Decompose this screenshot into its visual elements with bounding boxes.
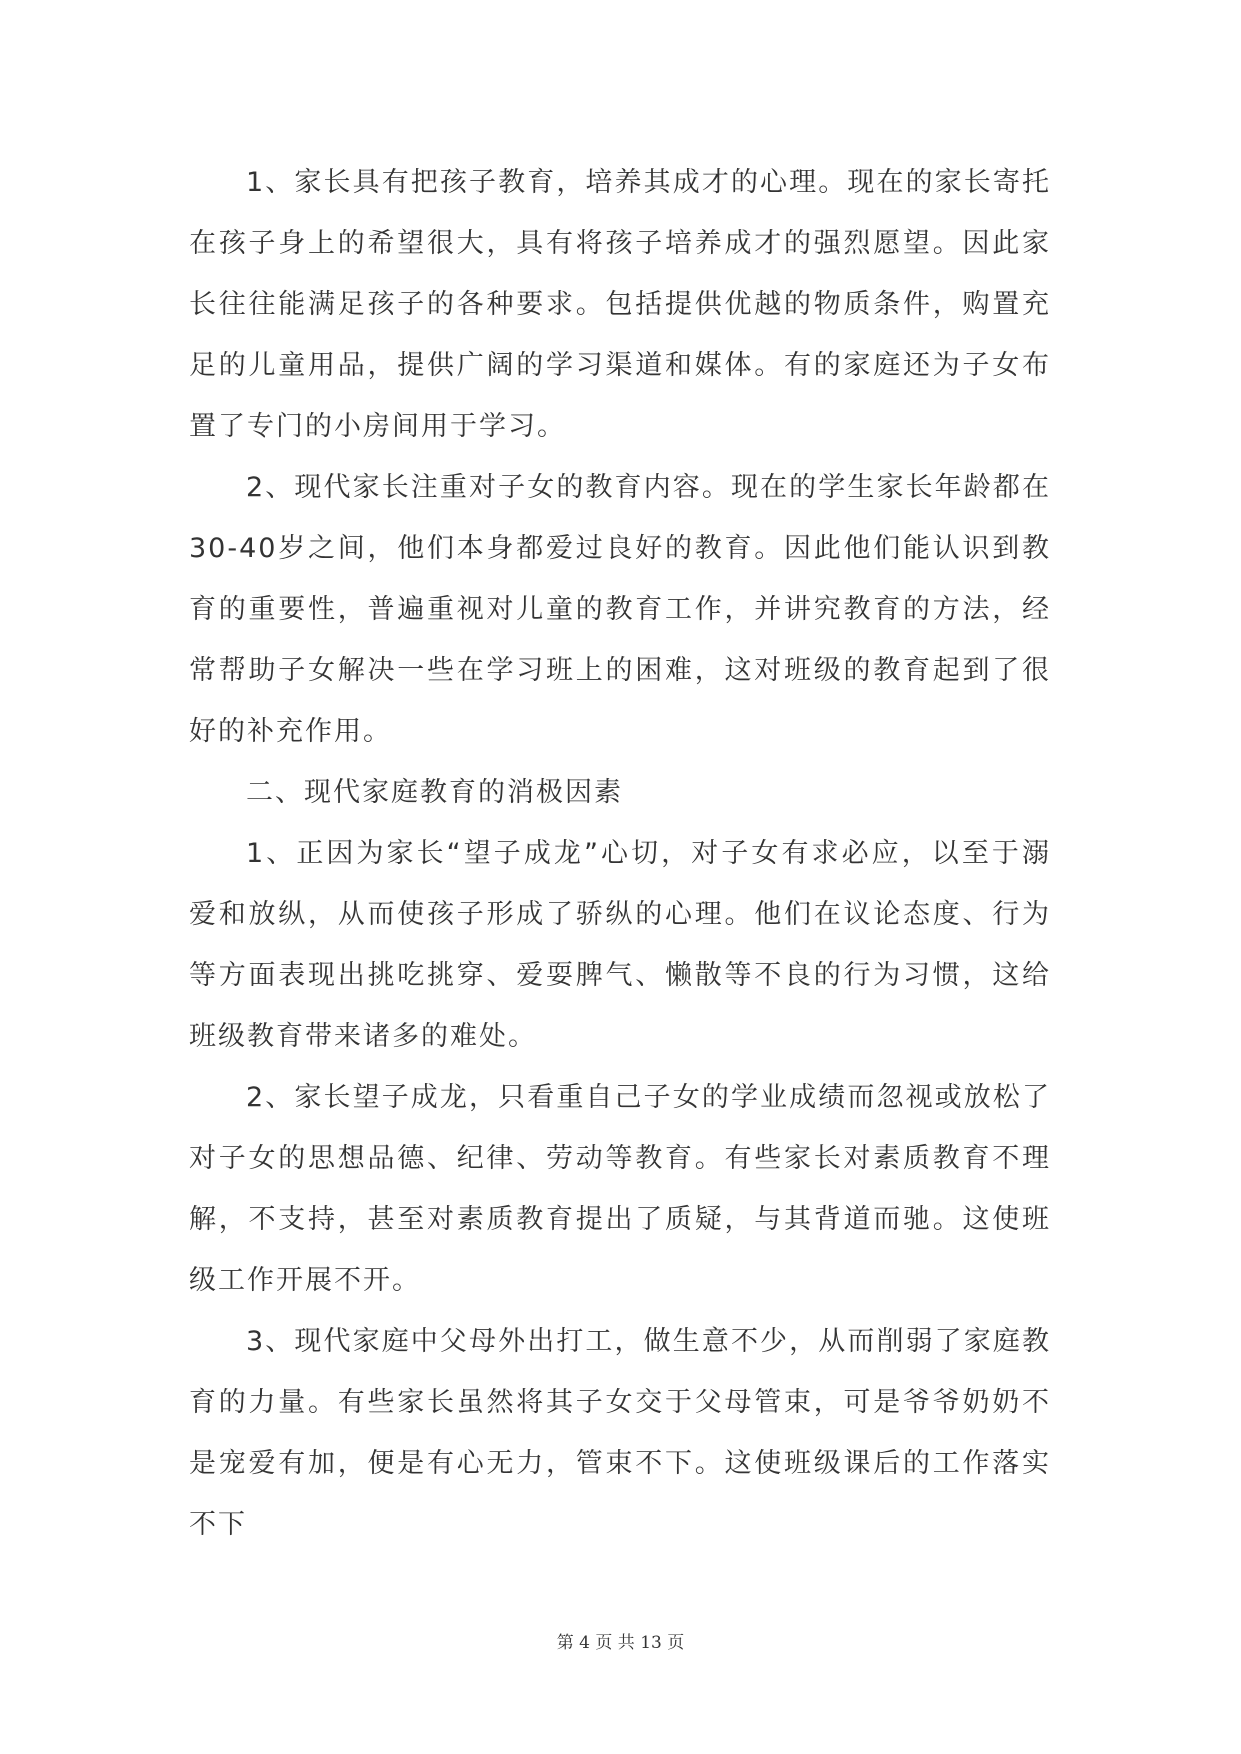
page-number-footer: 第 4 页 共 13 页 [556, 1633, 685, 1653]
section-heading-negative-factors: 二、现代家庭教育的消极因素 [246, 777, 623, 808]
document-body [189, 152, 1051, 1555]
paragraph-parent-role-1: 1、家长具有把孩子教育，培养其成才的心理。现在的家长寄托在孩子身上的希望很大，具有将孩子培养成才的强烈愿望。因此家长往往能满足孩子的各种要求。包括提供优越的物质条件，购置充足的儿童用品，提供广阔的学习渠道和媒体。有的家庭还为子女布置了专门的小房间用于学习。 [189, 167, 1051, 442]
paragraph-negative-1: 1、正因为家长“望子成龙”心切，对子女有求必应，以至于溺爱和放纵，从而使孩子形成了骄纵的心理。他们在议论态度、行为等方面表现出挑吃挑穿、爱耍脾气、懒散等不良的行为习惯，这给班级教育带来诸多的难处。 [189, 838, 1051, 1052]
paragraph-parent-role-2: 2、现代家长注重对子女的教育内容。现在的学生家长年龄都在30-40岁之间，他们本身都爱过良好的教育。因此他们能认识到教育的重要性，普遍重视对儿童的教育工作，并讲究教育的方法，经常帮助子女解决一些在学习班上的困难，这对班级的教育起到了很好的补充作用。 [189, 472, 1051, 747]
paragraph-negative-3: 3、现代家庭中父母外出打工，做生意不少，从而削弱了家庭教育的力量。有些家长虽然将其子女交于父母管束，可是爷爷奶奶不是宠爱有加，便是有心无力，管束不下。这使班级课后的工作落实不下 [189, 1326, 1051, 1540]
paragraph-negative-2: 2、家长望子成龙，只看重自己子女的学业成绩而忽视或放松了对子女的思想品德、纪律、劳动等教育。有些家长对素质教育不理解，不支持，甚至对素质教育提出了质疑，与其背道而驰。这使班级工作开展不开。 [189, 1082, 1051, 1296]
